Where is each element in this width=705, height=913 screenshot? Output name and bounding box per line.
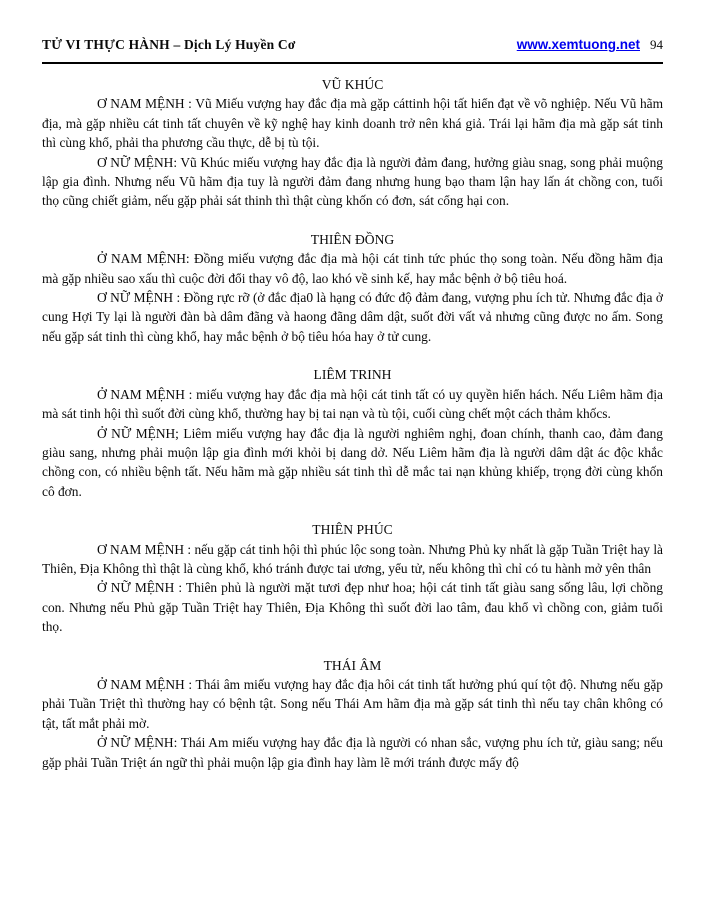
- header-right: [517, 37, 663, 53]
- paragraph: Ở NAM MỆNH : Thái âm miếu vượng hay đắc địa hôi cát tinh tất hưởng phú quí tột độ. Nhưng nếu gặp phải Tuần Triệt thì thường hay có bệnh tật. Song nếu Thái Am hãm địa mà gặp sát tinh thì nếu tay chân không có tật, tất mắt phải mờ.: [42, 676, 663, 731]
- star-section: [42, 346, 663, 501]
- page-header: [0, 0, 705, 53]
- paragraph: Ơ NAM MỆNH : Vũ Miếu vượng hay đắc địa mà gặp cáttinh hội tất hiển đạt về võ nghiệp. Nếu Vũ hãm địa, mà gặp nhiều cát tinh tất chuyên về kỹ nghệ hay kinh doanh trở nên khá giả. Trái lại hãm địa mà gặp sát tinh thì cùng khổ, phải tha phương cầu thực, dễ bị tù tội.: [42, 96, 663, 151]
- paragraph: Ở NAM MỆNH: Đồng miếu vượng đắc địa mà hội cát tinh tức phúc thọ song toàn. Nếu đồng hãm địa mà gặp nhiều sao xấu thì cuộc đời đổi thay vô độ, lao khó về sinh kế, hay mắc bệnh ở bộ tiêu hoá.: [42, 251, 663, 286]
- paragraph: Ơ NỮ MỆNH : Đồng rực rỡ (ở đắc địa0 là hạng có đức độ đảm đang, vượng phu ích tử. Nhưng đắc địa ở cung Hợi Ty lại là người đàn bà dâm đãng và haong đãng dâm dật, suốt đời vất vả nhưng cũng được no ấm. Song nếu gặp sát tinh thì cùng khổ, hay mắc bệnh ở bộ tiêu hóa hay ở tử cung.: [42, 290, 663, 344]
- document-title: TỬ VI THỰC HÀNH – Dịch Lý Huyền Cơ: [42, 37, 296, 52]
- paragraph: Ơ NAM MỆNH : nếu gặp cát tinh hội thì phúc lộc song toàn. Nhưng Phủ ky nhất là gặp Tuần Triệt hay là Thiên, Địa Không thì thật là cùng khổ, khó tránh được tai ương, yểu tử, nếu không thì chỉ có tu hành mở yên thân: [42, 541, 663, 576]
- section-title: THÁI ÂM: [323, 657, 382, 673]
- star-section: [42, 637, 663, 772]
- star-section: [42, 211, 663, 346]
- star-section: [42, 68, 663, 211]
- page-number: 94: [650, 37, 663, 52]
- paragraph: Ơ NỮ MỆNH: Vũ Khúc miếu vượng hay đắc địa là người đảm đang, hưởng giàu snag, song phải muộng lập gia đình. Nhưng nếu Vũ hãm địa tuy là người đảm đang nhưng hung bạo tham lận hay lấn át chồng con, tuổi thọ cũng chiết giảm, nếu gặp phải sát thinh thì thật cùng khốn có đơn, sát cổng hại con.: [42, 154, 663, 209]
- website-link[interactable]: www.xemtuong.net: [516, 37, 640, 52]
- document-body: [42, 68, 663, 772]
- header-divider: [42, 62, 663, 64]
- paragraph: Ở NAM MỆNH : miếu vượng hay đắc địa mà hội cát tinh tất có uy quyền hiển hách. Nếu Liêm hãm địa mà sát tinh hội thì suốt đời cùng khổ, thường hay bị tai nạn và tù tội, cuối cùng chết một cách thảm khốcs.: [42, 386, 663, 422]
- star-section: [42, 501, 663, 636]
- section-title: VŨ KHÚC: [321, 77, 384, 92]
- section-title: LIÊM TRINH: [313, 367, 392, 383]
- section-title: THIÊN PHÚC: [312, 522, 393, 538]
- paragraph: Ở NỮ MỆNH: Thái Am miếu vượng hay đắc địa là người có nhan sắc, vượng phu ích tử, giàu sang; nếu gặp phải Tuần Triệt án ngữ thì phải muộn lập gia đình hay làm lẽ mới tránh được mấy độ: [42, 735, 663, 770]
- section-title: THIÊN ĐỒNG: [310, 231, 395, 247]
- paragraph: Ở NỮ MỆNH; Liêm miếu vượng hay đắc địa là người nghiêm nghị, đoan chính, thanh cao, đảm đang giàu sang, nhưng phải muộn lập gia đình mới khỏi bị dang dở. Nếu Liêm hãm địa là người dâm dật ác độc khắc chồng con, có nhiều bệnh tất. Nếu hãm mà gặp nhiều sát tinh thì dễ mắc tai nạn khủng khiếp, trọng đời cùng khốn cô đơn.: [42, 425, 663, 499]
- paragraph: Ở NỮ MỆNH : Thiên phủ là người mặt tươi đẹp như hoa; hội cát tinh tất giàu sang sống lâu, lợi chồng con. Nhưng nếu Phủ gặp Tuần Triệt hay Thiên, Địa Không thì suốt đời lao tâm, đau khổ vì chồng con, giảm tuổi thọ.: [42, 580, 663, 635]
